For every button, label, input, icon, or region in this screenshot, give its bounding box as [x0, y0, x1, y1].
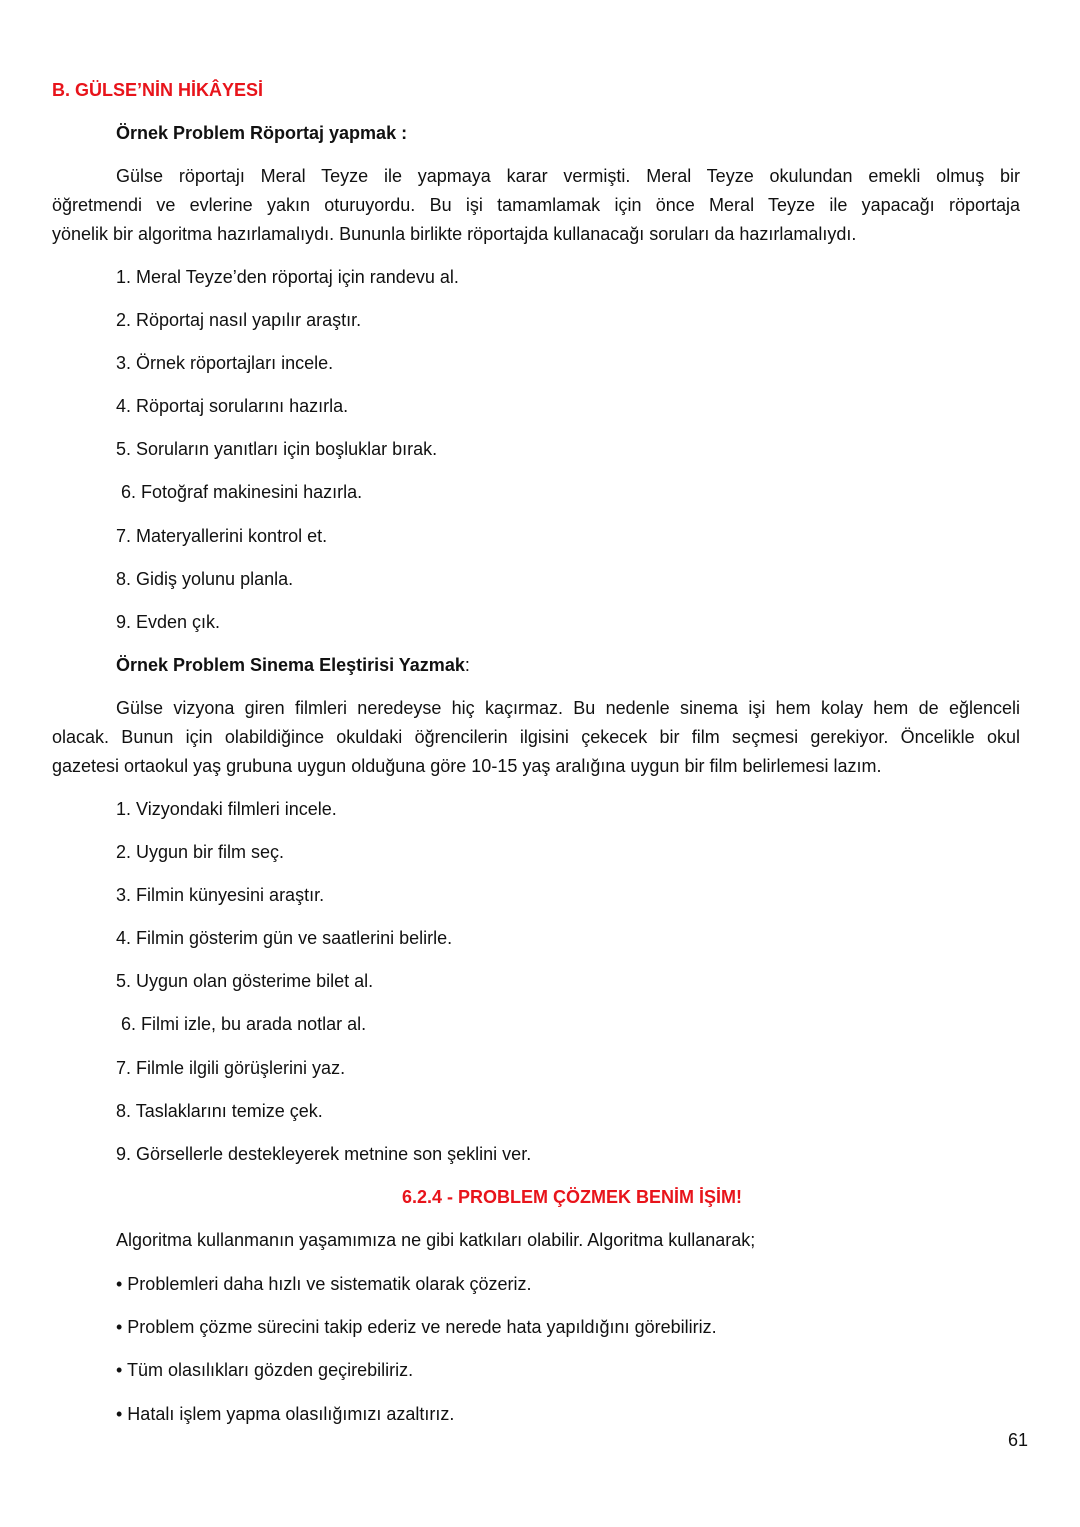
problem2-paragraph-line: gazetesi ortaokul yaş grubuna uygun olduğuna göre 10-15 yaş aralığına uygun bir film belirlemesi lazım. [52, 756, 882, 776]
problem1-step: 3. Örnek röportajları incele. [116, 353, 334, 373]
problem2-title: Örnek Problem Sinema Eleştirisi Yazmak [116, 655, 465, 675]
problem2-step: 4. Filmin gösterim gün ve saatlerini belirle. [116, 928, 453, 948]
problem2-step: 9. Görsellerle destekleyerek metnine son şeklini ver. [116, 1144, 532, 1164]
problem1-step: 7. Materyallerini kontrol et. [116, 526, 328, 546]
problem2-paragraph-line: Gülse vizyona giren filmleri neredeyse hiç kaçırmaz. Bu nedenle sinema işi hem kolay hem de eğlenceli [116, 698, 1020, 718]
bullet-item: • Tüm olasılıkları gözden geçirebiliriz. [116, 1360, 414, 1380]
section2-title: 6.2.4 - PROBLEM ÇÖZMEK BENİM İŞİM! [401, 1187, 743, 1207]
problem1-paragraph-line: yönelik bir algoritma hazırlamalıydı. Bununla birlikte röportajda kullanacağı soruları da hazırlamalıydı. [52, 224, 857, 244]
problem1-step: 1. Meral Teyze’den röportaj için randevu al. [116, 267, 459, 287]
problem1-paragraph-line: Gülse röportajı Meral Teyze ile yapmaya karar vermişti. Meral Teyze okulundan emekli olmuş bir [116, 166, 1020, 186]
problem2-title-row [116, 654, 470, 676]
problem1-step: 8. Gidiş yolunu planla. [116, 569, 294, 589]
problem1-title: Örnek Problem Röportaj yapmak : [116, 123, 408, 143]
problem1-paragraph-line: öğretmendi ve evlerine yakın oturuyordu. Bu işi tamamlamak için önce Meral Teyze ile yapacağı röportaja [52, 195, 1020, 215]
problem2-step: 5. Uygun olan gösterime bilet al. [116, 971, 374, 991]
problem2-step: 8. Taslaklarını temize çek. [116, 1101, 323, 1121]
problem1-step: 2. Röportaj nasıl yapılır araştır. [116, 310, 362, 330]
bullet-item: • Hatalı işlem yapma olasılığımızı azaltırız. [116, 1404, 455, 1424]
problem1-step: 5. Soruların yanıtları için boşluklar bırak. [116, 439, 438, 459]
section2-intro: Algoritma kullanmanın yaşamımıza ne gibi katkıları olabilir. Algoritma kullanarak; [116, 1230, 756, 1250]
bullet-item: • Problem çözme sürecini takip ederiz ve nerede hata yapıldığını görebiliriz. [116, 1317, 717, 1337]
section-title: B. GÜLSE’NİN HİKÂYESİ [52, 80, 264, 100]
problem2-step: 2. Uygun bir film seç. [116, 842, 285, 862]
problem2-step: 1. Vizyondaki filmleri incele. [116, 799, 337, 819]
problem2-step: 7. Filmle ilgili görüşlerini yaz. [116, 1058, 346, 1078]
problem2-title-suffix: : [464, 655, 470, 675]
problem2-paragraph-line: olacak. Bunun için olabildiğince okuldaki öğrencilerin ilgisini çekecek bir film seçmesi gerekiyor. Öncelikle okul [52, 727, 1020, 747]
bullet-item: • Problemleri daha hızlı ve sistematik olarak çözeriz. [116, 1274, 532, 1294]
problem1-step: 6. Fotoğraf makinesini hazırla. [116, 482, 363, 502]
problem2-step: 6. Filmi izle, bu arada notlar al. [116, 1014, 367, 1034]
page-number: 61 [1008, 1430, 1029, 1450]
problem2-step: 3. Filmin künyesini araştır. [116, 885, 325, 905]
problem1-step: 9. Evden çık. [116, 612, 221, 632]
problem1-step: 4. Röportaj sorularını hazırla. [116, 396, 349, 416]
